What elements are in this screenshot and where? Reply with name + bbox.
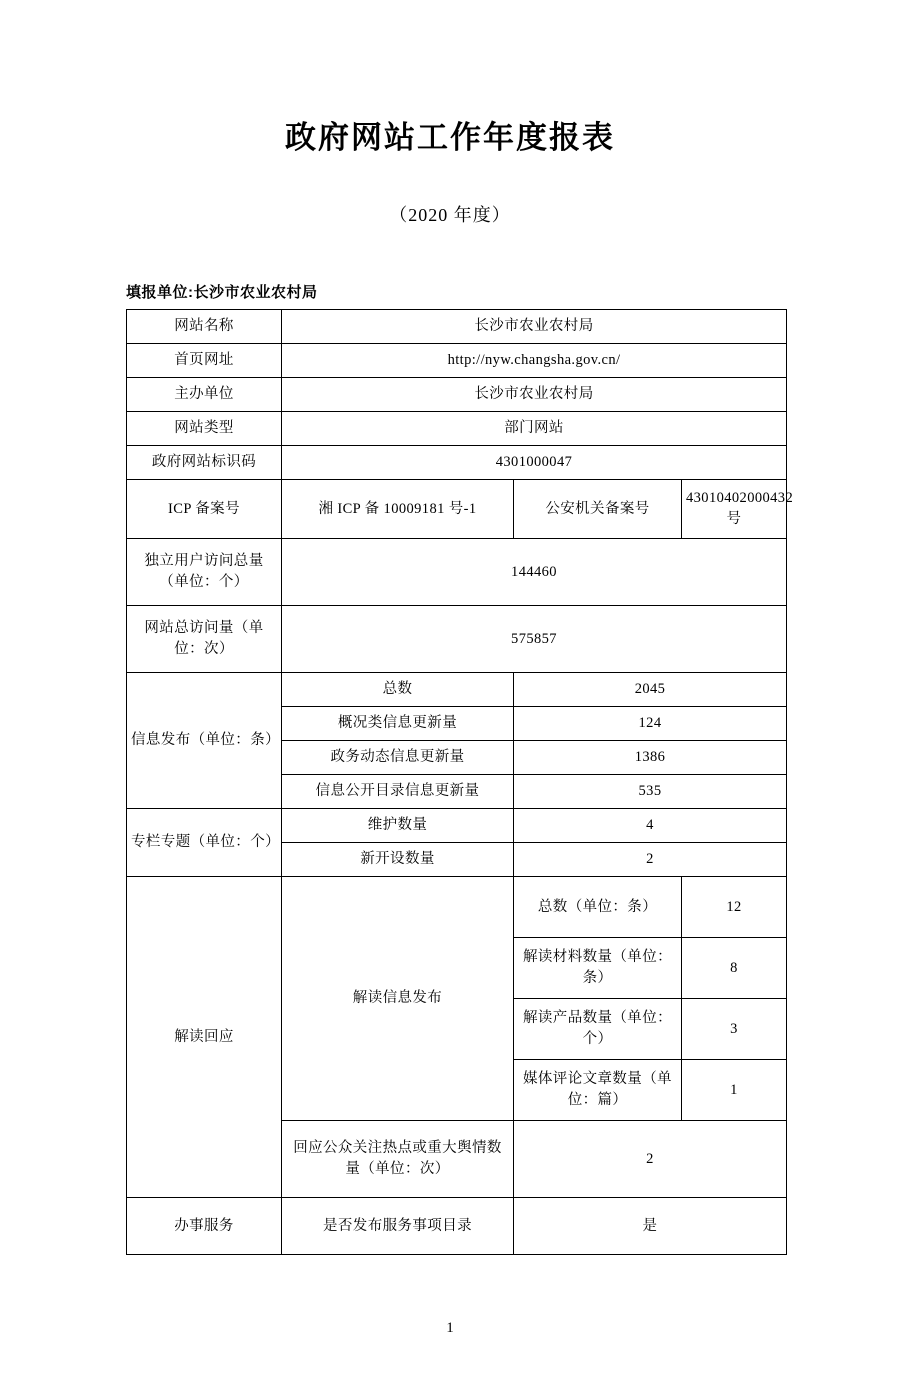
table-row (127, 809, 787, 843)
interpret-row-value: 3 (682, 999, 787, 1060)
respond-hotspot-value: 2 (514, 1121, 787, 1198)
table-row (127, 378, 787, 412)
info-row-name: 总数 (282, 673, 514, 707)
respond-hotspot-label: 回应公众关注热点或重大舆情数量（单位：次） (282, 1121, 514, 1198)
table-row (127, 480, 787, 539)
interpret-row-name: 媒体评论文章数量（单位：篇） (514, 1060, 682, 1121)
table-row (127, 606, 787, 673)
interpret-row-name: 总数（单位：条） (514, 877, 682, 938)
table-row (127, 344, 787, 378)
info-row-name: 概况类信息更新量 (282, 707, 514, 741)
total-visits-label: 网站总访问量（单位：次） (127, 606, 282, 673)
info-row-value: 535 (514, 775, 787, 809)
table-row (127, 310, 787, 344)
page-number: 1 (446, 1320, 454, 1336)
table-row (127, 673, 787, 707)
annual-report-table (126, 309, 794, 1255)
info-publish-label: 信息发布（单位：条） (127, 673, 282, 809)
info-row-value: 124 (514, 707, 787, 741)
table-row (127, 539, 787, 606)
page-subtitle: （2020 年度） (389, 205, 511, 225)
police-record-value: 43010402000432 号 (682, 480, 787, 539)
interpret-row-name: 解读产品数量（单位：个） (514, 999, 682, 1060)
gov-code-label: 政府网站标识码 (127, 446, 282, 480)
unique-visitors-label: 独立用户访问总量（单位：个） (127, 539, 282, 606)
unique-visitors-value: 144460 (282, 539, 787, 606)
column-row-name: 新开设数量 (282, 843, 514, 877)
interpret-row-value: 1 (682, 1060, 787, 1121)
interpret-row-name: 解读材料数量（单位：条） (514, 938, 682, 999)
document-page (0, 112, 900, 1385)
column-row-name: 维护数量 (282, 809, 514, 843)
service-catalog-value: 是 (514, 1198, 787, 1255)
service-catalog-label: 是否发布服务事项目录 (282, 1198, 514, 1255)
info-row-value: 1386 (514, 741, 787, 775)
info-row-name: 信息公开目录信息更新量 (282, 775, 514, 809)
site-type-value: 部门网站 (282, 412, 787, 446)
table-row (127, 1198, 787, 1255)
filler-unit-label: 填报单位:长沙市农业农村局 (126, 284, 318, 301)
interpret-publish-label: 解读信息发布 (282, 877, 514, 1121)
column-row-value: 2 (514, 843, 787, 877)
table-row (127, 446, 787, 480)
column-topic-label: 专栏专题（单位：个） (127, 809, 282, 877)
homepage-label: 首页网址 (127, 344, 282, 378)
site-type-label: 网站类型 (127, 412, 282, 446)
page-title: 政府网站工作年度报表 (285, 120, 615, 155)
column-row-value: 4 (514, 809, 787, 843)
interpret-response-label: 解读回应 (127, 877, 282, 1198)
icp-label: ICP 备案号 (127, 480, 282, 539)
sponsor-label: 主办单位 (127, 378, 282, 412)
total-visits-value: 575857 (282, 606, 787, 673)
police-record-label: 公安机关备案号 (514, 480, 682, 539)
homepage-value: http://nyw.changsha.gov.cn/ (282, 344, 787, 378)
table-row (127, 412, 787, 446)
icp-value: 湘 ICP 备 10009181 号-1 (282, 480, 514, 539)
service-label: 办事服务 (127, 1198, 282, 1255)
sponsor-value: 长沙市农业农村局 (282, 378, 787, 412)
info-row-value: 2045 (514, 673, 787, 707)
table-row (127, 877, 787, 938)
site-name-value: 长沙市农业农村局 (282, 310, 787, 344)
info-row-name: 政务动态信息更新量 (282, 741, 514, 775)
gov-code-value: 4301000047 (282, 446, 787, 480)
interpret-row-value: 12 (682, 877, 787, 938)
site-name-label: 网站名称 (127, 310, 282, 344)
interpret-row-value: 8 (682, 938, 787, 999)
